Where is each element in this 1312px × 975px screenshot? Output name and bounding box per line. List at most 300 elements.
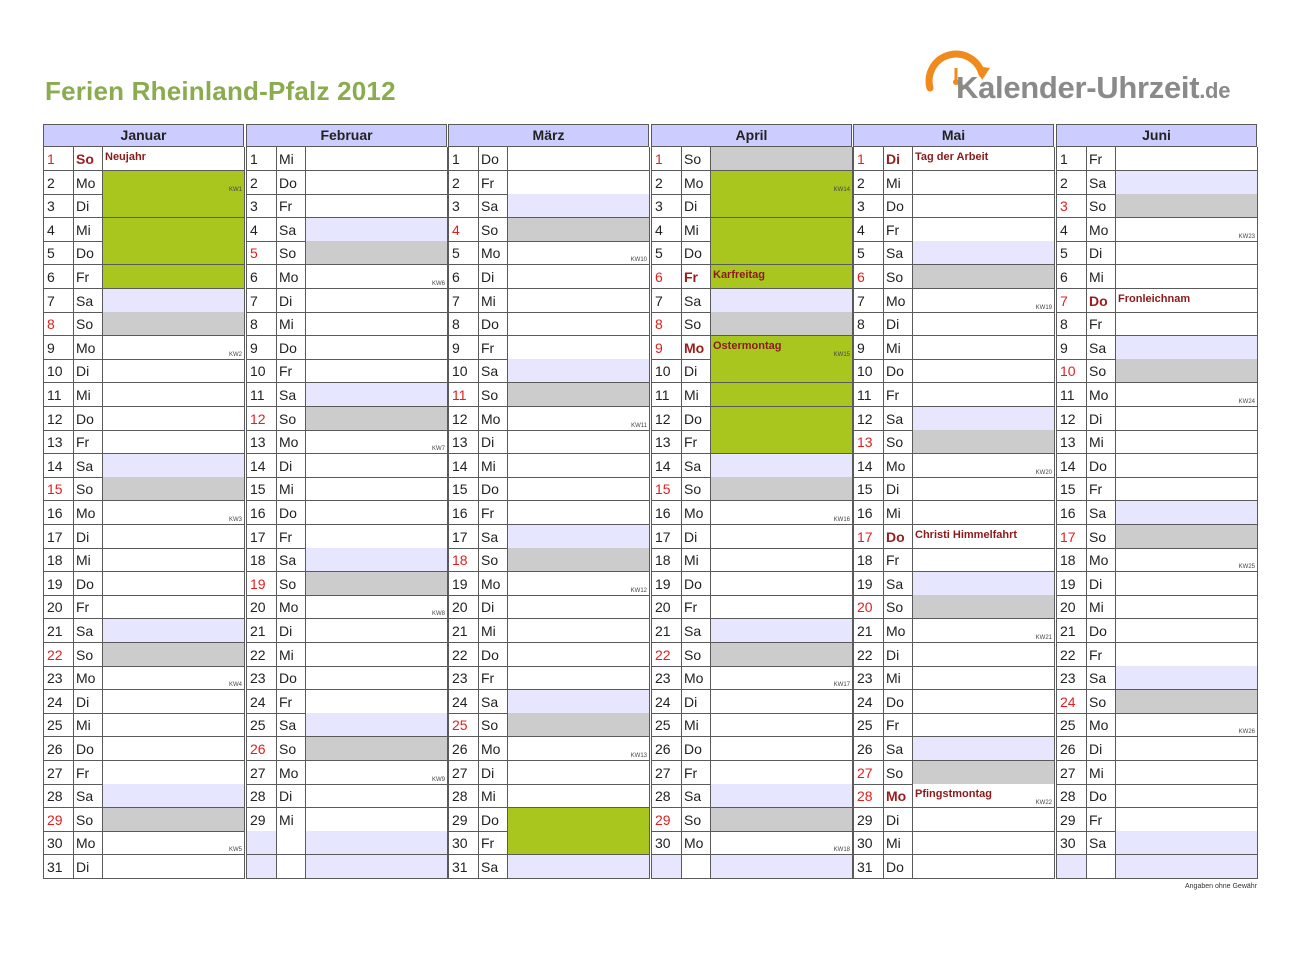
day-number: 29 — [854, 808, 884, 831]
day-number: 3 — [652, 194, 682, 217]
day-note — [508, 808, 650, 831]
weekday: Mi — [1087, 430, 1116, 453]
day-note — [103, 336, 245, 359]
day-number: 29 — [449, 808, 479, 831]
day-number: 2 — [652, 171, 682, 194]
weekday: So — [884, 595, 913, 618]
day-note — [1116, 218, 1258, 241]
week-number: KW4 — [228, 682, 242, 688]
weekday: So — [74, 147, 103, 170]
month-header: April — [651, 124, 852, 147]
weekday: So — [682, 477, 711, 500]
day-row — [1056, 383, 1258, 407]
weekday: Sa — [277, 548, 306, 571]
day-note — [306, 147, 448, 170]
day-note — [711, 548, 853, 571]
day-row — [651, 761, 853, 785]
day-note — [306, 855, 448, 878]
weekday: So — [1087, 359, 1116, 382]
weekday: Mo — [479, 572, 508, 595]
day-number: 27 — [449, 761, 479, 784]
day-note — [508, 312, 650, 335]
weekday: Sa — [479, 690, 508, 713]
day-row — [853, 218, 1055, 242]
day-row — [448, 666, 650, 690]
day-note — [711, 241, 853, 264]
day-row — [651, 713, 853, 737]
day-note — [913, 289, 1055, 312]
weekday: Di — [277, 289, 306, 312]
day-row — [1056, 454, 1258, 478]
day-number: 13 — [854, 430, 884, 453]
day-row — [43, 454, 245, 478]
day-note — [306, 737, 448, 760]
day-row — [448, 171, 650, 195]
weekday: Mo — [479, 241, 508, 264]
weekday: Mi — [1087, 265, 1116, 288]
day-row — [1056, 359, 1258, 383]
day-note — [1116, 713, 1258, 736]
day-row — [651, 643, 853, 667]
day-note — [1116, 265, 1258, 288]
weekday: Sa — [479, 855, 508, 878]
day-row — [246, 525, 448, 549]
day-note — [306, 430, 448, 453]
weekday: Mo — [884, 784, 913, 807]
day-note — [913, 430, 1055, 453]
weekday: Sa — [682, 454, 711, 477]
holiday-name: Karfreitag — [713, 269, 765, 281]
day-row — [246, 548, 448, 572]
day-number: 10 — [652, 359, 682, 382]
day-number: 17 — [44, 525, 74, 548]
day-note — [508, 147, 650, 170]
day-note — [1116, 808, 1258, 831]
day-number: 27 — [247, 761, 277, 784]
day-number: 27 — [854, 761, 884, 784]
day-note — [1116, 477, 1258, 500]
day-note — [711, 666, 853, 689]
day-number: 15 — [652, 477, 682, 500]
day-note — [1116, 572, 1258, 595]
logo — [920, 44, 1250, 112]
day-row — [448, 312, 650, 336]
day-row — [853, 784, 1055, 808]
day-row — [448, 430, 650, 454]
day-number — [652, 855, 682, 878]
day-number: 9 — [652, 336, 682, 359]
weekday: Sa — [1087, 171, 1116, 194]
weekday: Do — [277, 171, 306, 194]
day-number: 28 — [449, 784, 479, 807]
weekday: Di — [884, 147, 913, 170]
day-note — [711, 147, 853, 170]
weekday: Do — [682, 241, 711, 264]
weekday: Fr — [884, 218, 913, 241]
weekday: Fr — [682, 761, 711, 784]
weekday: Do — [1087, 784, 1116, 807]
day-row — [246, 312, 448, 336]
day-row — [43, 383, 245, 407]
weekday: Mi — [682, 218, 711, 241]
day-note — [711, 595, 853, 618]
day-number: 1 — [854, 147, 884, 170]
weekday: Di — [277, 784, 306, 807]
day-row — [853, 336, 1055, 360]
weekday: Fr — [479, 666, 508, 689]
day-number: 13 — [44, 430, 74, 453]
day-row — [853, 643, 1055, 667]
day-number: 6 — [44, 265, 74, 288]
week-number: KW21 — [1035, 635, 1052, 641]
weekday: So — [884, 265, 913, 288]
day-row — [651, 194, 853, 218]
day-note — [1116, 241, 1258, 264]
day-row — [651, 855, 853, 879]
day-row — [246, 855, 448, 879]
day-number: 21 — [854, 619, 884, 642]
weekday: Do — [479, 477, 508, 500]
day-number: 14 — [652, 454, 682, 477]
day-row — [853, 359, 1055, 383]
day-note — [306, 690, 448, 713]
day-number: 24 — [449, 690, 479, 713]
week-number: KW26 — [1238, 729, 1255, 735]
day-row — [1056, 761, 1258, 785]
weekday: Sa — [74, 784, 103, 807]
day-note — [1116, 430, 1258, 453]
weekday: Do — [1087, 289, 1116, 312]
day-number: 26 — [247, 737, 277, 760]
day-number: 1 — [247, 147, 277, 170]
day-note — [913, 477, 1055, 500]
day-number: 28 — [854, 784, 884, 807]
day-number: 30 — [652, 831, 682, 854]
day-number: 23 — [247, 666, 277, 689]
weekday: Do — [682, 737, 711, 760]
day-row — [43, 359, 245, 383]
day-number: 30 — [44, 831, 74, 854]
day-number: 8 — [1057, 312, 1087, 335]
day-number: 6 — [652, 265, 682, 288]
day-row — [246, 477, 448, 501]
day-row — [43, 265, 245, 289]
day-number: 11 — [854, 383, 884, 406]
weekday: So — [479, 713, 508, 736]
week-number: KW12 — [630, 588, 647, 594]
day-note — [508, 595, 650, 618]
day-number: 1 — [652, 147, 682, 170]
weekday: Fr — [277, 690, 306, 713]
day-row — [1056, 808, 1258, 832]
weekday: So — [74, 477, 103, 500]
day-number: 9 — [854, 336, 884, 359]
day-number: 7 — [652, 289, 682, 312]
day-number: 1 — [44, 147, 74, 170]
day-row — [853, 572, 1055, 596]
day-row — [448, 595, 650, 619]
weekday: Do — [884, 690, 913, 713]
day-row — [853, 761, 1055, 785]
day-number: 19 — [854, 572, 884, 595]
day-row — [1056, 265, 1258, 289]
day-note — [1116, 336, 1258, 359]
day-note — [508, 548, 650, 571]
weekday: So — [277, 241, 306, 264]
day-row — [853, 690, 1055, 714]
day-row — [43, 643, 245, 667]
day-number: 4 — [854, 218, 884, 241]
day-row — [448, 147, 650, 171]
weekday: Mo — [277, 265, 306, 288]
weekday: Di — [277, 619, 306, 642]
weekday: Fr — [884, 548, 913, 571]
day-row — [1056, 407, 1258, 431]
day-note — [103, 430, 245, 453]
day-row — [43, 194, 245, 218]
day-number: 29 — [1057, 808, 1087, 831]
day-note — [103, 855, 245, 878]
day-note — [1116, 643, 1258, 666]
day-number: 17 — [854, 525, 884, 548]
day-number: 6 — [449, 265, 479, 288]
day-note — [1116, 194, 1258, 217]
day-note — [711, 572, 853, 595]
weekday: Di — [1087, 737, 1116, 760]
day-note — [913, 383, 1055, 406]
day-row — [43, 218, 245, 242]
day-number: 4 — [1057, 218, 1087, 241]
day-row — [651, 336, 853, 360]
day-note — [306, 194, 448, 217]
day-row — [43, 831, 245, 855]
weekday: Mi — [277, 808, 306, 831]
weekday: Sa — [277, 218, 306, 241]
day-number: 21 — [44, 619, 74, 642]
day-note — [103, 289, 245, 312]
day-note — [913, 643, 1055, 666]
day-row — [448, 525, 650, 549]
day-note — [1116, 831, 1258, 854]
day-row — [246, 501, 448, 525]
day-note — [913, 619, 1055, 642]
day-row — [651, 501, 853, 525]
day-row — [43, 761, 245, 785]
day-note — [913, 454, 1055, 477]
week-number: KW20 — [1035, 470, 1052, 476]
weekday: Sa — [884, 572, 913, 595]
weekday: Mi — [74, 713, 103, 736]
month-header: März — [448, 124, 649, 147]
weekday: Mi — [277, 643, 306, 666]
day-number: 5 — [652, 241, 682, 264]
day-number: 1 — [1057, 147, 1087, 170]
day-number: 19 — [1057, 572, 1087, 595]
day-row — [448, 265, 650, 289]
day-note — [103, 713, 245, 736]
day-row — [1056, 831, 1258, 855]
day-number: 12 — [652, 407, 682, 430]
day-note — [508, 289, 650, 312]
day-number: 29 — [652, 808, 682, 831]
weekday: Sa — [74, 619, 103, 642]
day-note — [306, 454, 448, 477]
weekday: Mo — [1087, 383, 1116, 406]
month-column — [853, 124, 1055, 881]
weekday: Mi — [1087, 761, 1116, 784]
month-column — [1056, 124, 1258, 881]
day-row — [651, 454, 853, 478]
day-number: 7 — [247, 289, 277, 312]
day-row — [853, 548, 1055, 572]
day-number: 14 — [449, 454, 479, 477]
day-note — [508, 831, 650, 854]
day-number: 2 — [247, 171, 277, 194]
day-row — [651, 265, 853, 289]
weekday: So — [277, 572, 306, 595]
day-number: 20 — [1057, 595, 1087, 618]
day-note — [306, 241, 448, 264]
day-number: 5 — [44, 241, 74, 264]
day-note — [508, 359, 650, 382]
day-number: 28 — [1057, 784, 1087, 807]
day-note — [508, 430, 650, 453]
day-row — [43, 784, 245, 808]
holiday-name: Ostermontag — [713, 340, 782, 352]
day-note — [1116, 501, 1258, 524]
weekday: Sa — [682, 619, 711, 642]
day-number: 23 — [1057, 666, 1087, 689]
day-row — [853, 241, 1055, 265]
day-note — [913, 690, 1055, 713]
day-number: 11 — [247, 383, 277, 406]
day-row — [651, 477, 853, 501]
day-number: 2 — [449, 171, 479, 194]
weekday: Fr — [277, 525, 306, 548]
day-row — [1056, 572, 1258, 596]
day-number: 12 — [1057, 407, 1087, 430]
weekday: Sa — [1087, 501, 1116, 524]
day-row — [43, 737, 245, 761]
day-row — [448, 713, 650, 737]
day-note — [306, 808, 448, 831]
week-number: KW14 — [833, 187, 850, 193]
day-note — [103, 477, 245, 500]
logo-text — [956, 70, 1230, 106]
day-note — [711, 808, 853, 831]
day-row — [246, 831, 448, 855]
day-row — [853, 454, 1055, 478]
day-row — [853, 525, 1055, 549]
day-note — [306, 548, 448, 571]
day-note — [1116, 666, 1258, 689]
day-number: 13 — [1057, 430, 1087, 453]
day-row — [43, 855, 245, 879]
week-number: KW25 — [1238, 564, 1255, 570]
day-number: 9 — [44, 336, 74, 359]
weekday: So — [74, 643, 103, 666]
day-note — [913, 265, 1055, 288]
day-number: 1 — [449, 147, 479, 170]
weekday: So — [682, 312, 711, 335]
weekday: Do — [277, 336, 306, 359]
weekday: Mi — [1087, 595, 1116, 618]
day-row — [448, 690, 650, 714]
day-note — [508, 336, 650, 359]
day-note — [508, 737, 650, 760]
day-row — [246, 289, 448, 313]
day-number — [247, 831, 277, 854]
weekday: Di — [1087, 407, 1116, 430]
weekday: Fr — [74, 595, 103, 618]
weekday: Di — [884, 643, 913, 666]
weekday: Sa — [682, 784, 711, 807]
day-row — [1056, 218, 1258, 242]
day-row — [43, 713, 245, 737]
day-note — [306, 643, 448, 666]
day-note — [711, 359, 853, 382]
day-number: 20 — [449, 595, 479, 618]
day-row — [43, 808, 245, 832]
weekday: Fr — [479, 501, 508, 524]
weekday: Sa — [277, 713, 306, 736]
weekday: So — [884, 430, 913, 453]
weekday: Mi — [884, 831, 913, 854]
day-note — [913, 548, 1055, 571]
day-row — [43, 312, 245, 336]
day-number: 24 — [44, 690, 74, 713]
weekday: Mi — [277, 312, 306, 335]
day-note — [711, 454, 853, 477]
day-row — [448, 194, 650, 218]
day-number — [1057, 855, 1087, 878]
day-note — [508, 218, 650, 241]
month-column — [651, 124, 853, 881]
day-row — [246, 643, 448, 667]
day-note — [306, 619, 448, 642]
day-number: 13 — [247, 430, 277, 453]
day-number: 18 — [854, 548, 884, 571]
day-number: 11 — [449, 383, 479, 406]
day-note — [1116, 407, 1258, 430]
day-note — [913, 407, 1055, 430]
day-row — [43, 595, 245, 619]
weekday: Fr — [682, 595, 711, 618]
day-note — [508, 525, 650, 548]
day-number: 10 — [44, 359, 74, 382]
day-note — [508, 666, 650, 689]
month-header: Februar — [246, 124, 447, 147]
day-number: 31 — [854, 855, 884, 878]
weekday: So — [1087, 690, 1116, 713]
day-number: 30 — [1057, 831, 1087, 854]
day-number: 11 — [44, 383, 74, 406]
weekday: So — [479, 383, 508, 406]
day-note — [1116, 619, 1258, 642]
month-header: Juni — [1056, 124, 1257, 147]
day-number: 29 — [247, 808, 277, 831]
day-note — [508, 855, 650, 878]
day-note — [711, 171, 853, 194]
weekday: Di — [884, 477, 913, 500]
weekday: Do — [479, 147, 508, 170]
day-note — [1116, 761, 1258, 784]
day-number: 16 — [854, 501, 884, 524]
day-number: 24 — [854, 690, 884, 713]
day-note — [306, 218, 448, 241]
day-number: 15 — [247, 477, 277, 500]
day-note — [306, 383, 448, 406]
